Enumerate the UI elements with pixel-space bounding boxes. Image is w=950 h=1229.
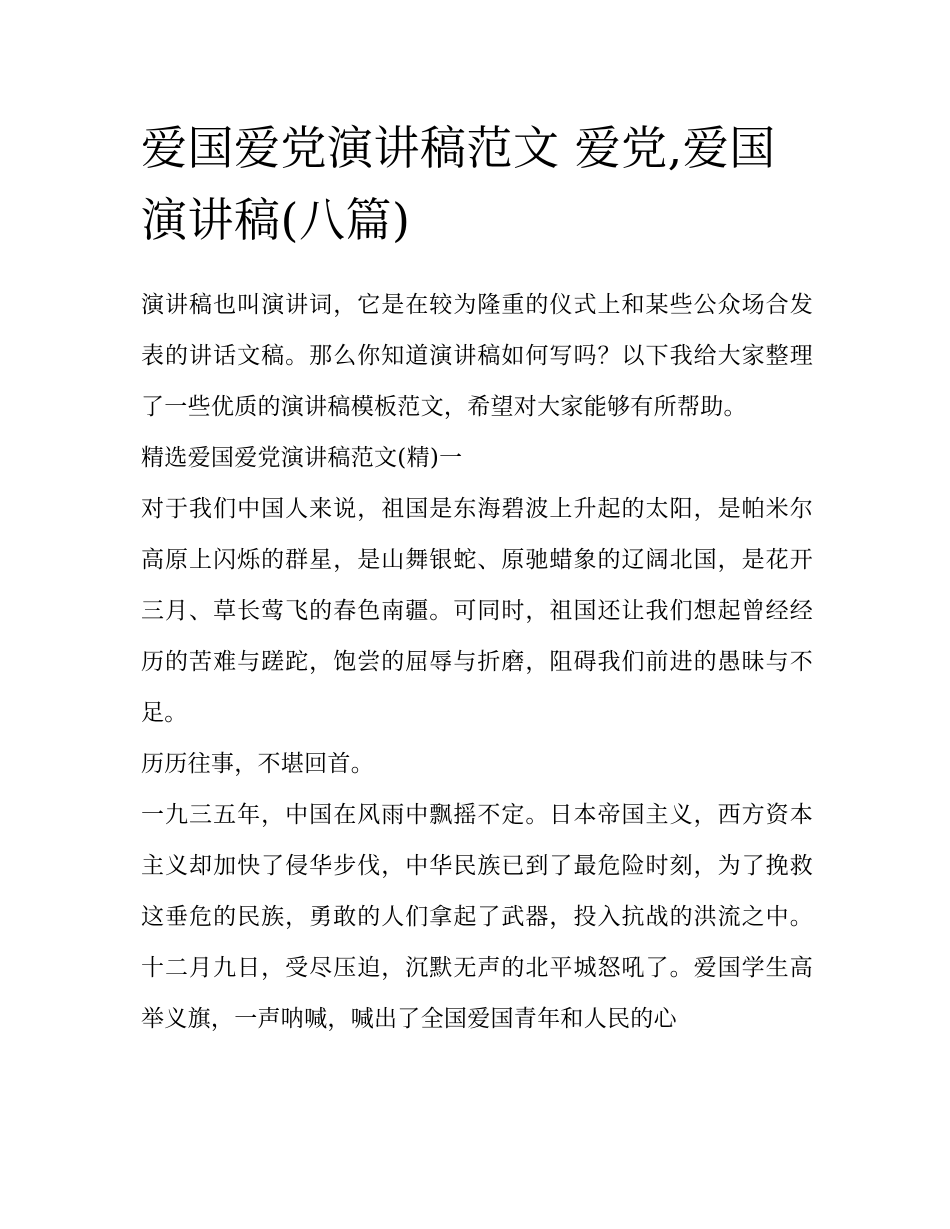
document-title: 爱国爱党演讲稿范文 爱党,爱国演讲稿(八篇) xyxy=(141,121,776,247)
body-paragraph: 一九三五年，中国在风雨中飘摇不定。日本帝国主义，西方资本主义却加快了侵华步伐，中华民族已到了最危险时刻，为了挽救这垂危的民族，勇敢的人们拿起了武器，投入抗战的洪流之中。十二月九日，受尽压迫，沉默无声的北平城怒吼了。爱国学生高举义旗，一声呐喊，喊出了全国爱国青年和人民的心 xyxy=(141,802,813,1032)
section-heading: 精选爱国爱党演讲稿范文(精)一 xyxy=(141,445,463,471)
document-body xyxy=(141,280,813,1045)
body-paragraph: 对于我们中国人来说，祖国是东海碧波上升起的太阳，是帕米尔高原上闪烁的群星，是山舞银蛇、原驰蜡象的辽阔北国，是花开三月、草长莺飞的春色南疆。可同时，祖国还让我们想起曾经经历的苦难与蹉跎，饱尝的屈辱与折磨，阻碍我们前进的愚昧与不足。 xyxy=(141,496,813,726)
document-page xyxy=(141,112,813,1045)
body-paragraph: 历历往事，不堪回首。 xyxy=(141,751,374,777)
intro-paragraph: 演讲稿也叫演讲词，它是在较为隆重的仪式上和某些公众场合发表的讲话文稿。那么你知道演讲稿如何写吗？以下我给大家整理了一些优质的演讲稿模板范文，希望对大家能够有所帮助。 xyxy=(141,292,813,420)
